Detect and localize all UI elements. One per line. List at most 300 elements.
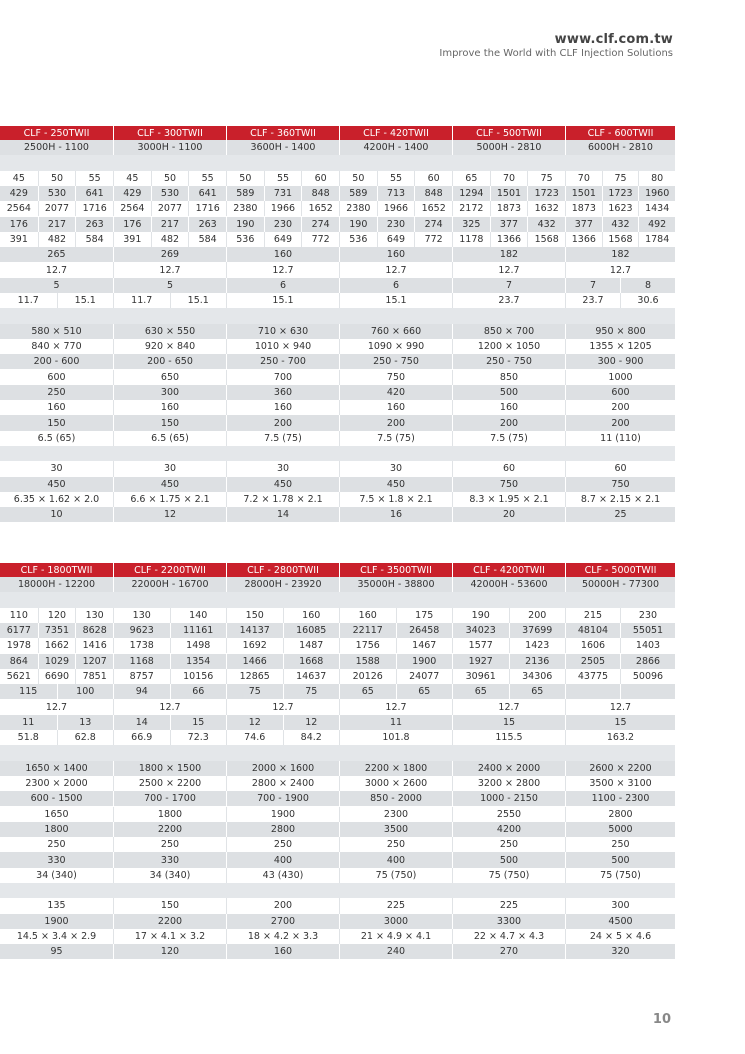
clamping-row-cell: 850 × 700 bbox=[452, 324, 565, 339]
clamping-row-cell: 600 bbox=[565, 385, 675, 400]
injection-row-cell: 24077 bbox=[396, 669, 453, 684]
clamping-row-cell: 200 - 650 bbox=[113, 354, 226, 369]
injection-row-cell: 1978 bbox=[6, 640, 31, 652]
sub-model-row bbox=[0, 577, 675, 592]
injection-row-cell: 7351 bbox=[38, 623, 76, 638]
injection-row-cell: 1662 bbox=[38, 638, 76, 653]
general-row-cell: 320 bbox=[565, 944, 675, 959]
injection-row-cell: 6 bbox=[339, 278, 452, 293]
injection-row-cell: 1966 bbox=[264, 201, 302, 216]
injection-row-cell: 649 bbox=[377, 232, 415, 247]
general-row-cell: 7.2 × 1.78 × 2.1 bbox=[226, 492, 339, 507]
clamping-row-cell: 500 bbox=[452, 852, 565, 867]
clamping-row-cell: 200 bbox=[565, 415, 675, 430]
injection-row bbox=[0, 638, 675, 653]
clamping-row-cell: 4200 bbox=[452, 822, 565, 837]
general-row bbox=[0, 929, 675, 944]
injection-row-cell: 12 bbox=[226, 715, 283, 730]
general-row-cell: 750 bbox=[565, 477, 675, 492]
injection-row-cell: 84.2 bbox=[283, 730, 340, 745]
injection-row-cell: 325 bbox=[452, 217, 490, 232]
section-band-clamping bbox=[0, 745, 675, 760]
general-row-cell: 17 × 4.1 × 3.2 bbox=[113, 929, 226, 944]
injection-row-cell: 536 bbox=[339, 232, 377, 247]
injection-row-cell: 12 bbox=[283, 715, 340, 730]
injection-row-cell: 1756 bbox=[339, 638, 396, 653]
injection-row-cell: 230 bbox=[264, 217, 302, 232]
general-row-cell: 60 bbox=[565, 461, 675, 476]
clamping-row-cell: 250 - 750 bbox=[339, 354, 452, 369]
injection-row-cell: 536 bbox=[226, 232, 264, 247]
clamping-row-cell: 360 bbox=[226, 385, 339, 400]
injection-row-cell: 182 bbox=[565, 247, 675, 262]
injection-row-cell: 1692 bbox=[226, 638, 283, 653]
injection-row-cell: 70 bbox=[565, 171, 602, 186]
injection-row-cell: 15 bbox=[565, 715, 675, 730]
general-row-cell: 150 bbox=[113, 898, 226, 913]
general-row-cell: 95 bbox=[50, 946, 63, 958]
clamping-row-cell: 3200 × 2800 bbox=[452, 776, 565, 791]
general-row-cell: 30 bbox=[226, 461, 339, 476]
injection-row-cell: 649 bbox=[264, 232, 302, 247]
injection-row-cell: 8757 bbox=[113, 669, 170, 684]
general-row-cell: 25 bbox=[565, 507, 675, 522]
injection-row-cell: 115 bbox=[19, 686, 38, 698]
injection-row bbox=[0, 278, 675, 293]
clamping-row-cell: 1800 bbox=[44, 823, 69, 835]
injection-row-cell: 50 bbox=[38, 171, 76, 186]
injection-row-cell: 1588 bbox=[339, 654, 396, 669]
model-header-row-cell: CLF - 300TWII bbox=[113, 126, 226, 140]
general-row-cell: 18 × 4.2 × 3.3 bbox=[226, 929, 339, 944]
injection-row-cell: 75 bbox=[602, 171, 639, 186]
clamping-row-cell: 75 (750) bbox=[452, 868, 565, 883]
general-row-cell: 8.3 × 1.95 × 2.1 bbox=[452, 492, 565, 507]
injection-row bbox=[0, 293, 675, 308]
section-band-general bbox=[0, 883, 675, 898]
clamping-row-cell: 1650 bbox=[44, 808, 69, 820]
general-row-cell: 750 bbox=[452, 477, 565, 492]
injection-row-cell: 50 bbox=[339, 171, 377, 186]
injection-row-cell: 55 bbox=[75, 171, 113, 186]
injection-row-cell: 1029 bbox=[38, 654, 76, 669]
clamping-row-cell: 1355 × 1205 bbox=[565, 339, 675, 354]
injection-row-cell: 26458 bbox=[396, 623, 453, 638]
clamping-row bbox=[0, 339, 675, 354]
general-row-cell: 7.5 × 1.8 × 2.1 bbox=[339, 492, 452, 507]
injection-row-cell: 15.1 bbox=[170, 293, 227, 308]
general-row-cell: 200 bbox=[226, 898, 339, 913]
injection-row-cell: 1207 bbox=[75, 654, 113, 669]
injection-row-cell: 66.9 bbox=[113, 730, 170, 745]
injection-row-cell: 190 bbox=[226, 217, 264, 232]
injection-row-cell: 2077 bbox=[151, 201, 189, 216]
clamping-row-cell: 7.5 (75) bbox=[339, 431, 452, 446]
injection-row-cell: 12.7 bbox=[226, 699, 339, 714]
model-header-row-cell: CLF - 3500TWII bbox=[339, 563, 452, 577]
injection-row bbox=[0, 715, 675, 730]
injection-row-cell: 65 bbox=[339, 684, 396, 699]
injection-row-cell: 269 bbox=[113, 247, 226, 262]
injection-row-cell: 12.7 bbox=[565, 262, 675, 277]
clamping-row-cell: 2800 × 2400 bbox=[226, 776, 339, 791]
injection-row-cell: 1873 bbox=[490, 201, 528, 216]
injection-row-cell: 2172 bbox=[452, 201, 490, 216]
injection-row-cell: 62.8 bbox=[57, 730, 114, 745]
injection-row-cell: 1168 bbox=[113, 654, 170, 669]
injection-row-cell: 12.7 bbox=[339, 262, 452, 277]
clamping-row bbox=[0, 868, 675, 883]
model-header-row-cell: CLF - 360TWII bbox=[226, 126, 339, 140]
injection-row-cell: 2564 bbox=[113, 201, 151, 216]
injection-row-cell: 530 bbox=[151, 186, 189, 201]
injection-row-cell: 11 bbox=[22, 716, 35, 728]
injection-row-cell: 482 bbox=[151, 232, 189, 247]
clamping-row bbox=[0, 431, 675, 446]
clamping-row-cell: 160 bbox=[226, 400, 339, 415]
clamping-row-cell: 200 - 600 bbox=[33, 356, 80, 368]
general-row-cell: 3000 bbox=[339, 914, 452, 929]
general-row-cell: 30 bbox=[339, 461, 452, 476]
model-header-row-cell: CLF - 250TWII bbox=[0, 126, 113, 140]
clamping-row-cell: 250 bbox=[47, 839, 66, 851]
clamping-row-cell: 250 bbox=[113, 837, 226, 852]
general-row-cell: 240 bbox=[339, 944, 452, 959]
clamping-row-cell: 150 bbox=[47, 417, 66, 429]
injection-row-cell: 50 bbox=[226, 171, 264, 186]
clamping-row-cell: 2200 × 1800 bbox=[339, 761, 452, 776]
clamping-row-cell: 330 bbox=[113, 852, 226, 867]
clamping-row-cell: 1000 bbox=[565, 370, 675, 385]
injection-row-cell: 94 bbox=[113, 684, 170, 699]
injection-row-cell: 30.6 bbox=[620, 293, 675, 308]
sub-model-row-cell: 50000H - 77300 bbox=[565, 577, 675, 592]
clamping-row-cell: 3500 bbox=[339, 822, 452, 837]
injection-row-cell: 80 bbox=[638, 171, 675, 186]
injection-row-cell: 11 bbox=[339, 715, 452, 730]
injection-row-cell: 12.7 bbox=[113, 699, 226, 714]
clamping-row-cell: 300 bbox=[113, 385, 226, 400]
injection-row-cell: 1577 bbox=[452, 638, 509, 653]
clamping-row-cell: 160 bbox=[339, 400, 452, 415]
injection-row-cell: 37699 bbox=[509, 623, 566, 638]
clamping-row bbox=[0, 807, 675, 822]
clamping-row-cell: 330 bbox=[47, 854, 66, 866]
injection-row-cell: 7 bbox=[565, 278, 620, 293]
injection-row-cell: 2380 bbox=[226, 201, 264, 216]
clamping-row-cell: 500 bbox=[565, 852, 675, 867]
clamping-row-cell: 250 - 750 bbox=[452, 354, 565, 369]
injection-row-cell: 13 bbox=[57, 715, 114, 730]
clamping-row-cell: 700 - 1700 bbox=[113, 791, 226, 806]
injection-row-cell: 432 bbox=[527, 217, 565, 232]
injection-row-cell: 7 bbox=[452, 278, 565, 293]
injection-row bbox=[0, 669, 675, 684]
sub-model-row-cell: 3000H - 1100 bbox=[113, 140, 226, 155]
injection-row-cell: 11.7 bbox=[113, 293, 170, 308]
clamping-row-cell: 580 × 510 bbox=[31, 325, 82, 337]
injection-row-cell: 55 bbox=[264, 171, 302, 186]
clamping-row-cell: 250 bbox=[565, 837, 675, 852]
injection-row-cell: 200 bbox=[509, 608, 566, 623]
injection-row-cell: 641 bbox=[75, 186, 113, 201]
injection-row-cell: 190 bbox=[452, 608, 509, 623]
injection-row-cell: 848 bbox=[414, 186, 452, 201]
injection-row-cell: 641 bbox=[188, 186, 226, 201]
general-row-cell: 450 bbox=[339, 477, 452, 492]
clamping-row-cell: 600 - 1500 bbox=[30, 793, 83, 805]
injection-row-cell: 60 bbox=[301, 171, 339, 186]
general-row bbox=[0, 461, 675, 476]
injection-row-cell: 160 bbox=[283, 608, 340, 623]
injection-row-cell: 55 bbox=[377, 171, 415, 186]
clamping-row-cell: 75 (750) bbox=[565, 868, 675, 883]
clamping-row bbox=[0, 761, 675, 776]
page-header bbox=[439, 32, 673, 59]
general-row-cell: 135 bbox=[47, 900, 66, 912]
injection-row-cell: 230 bbox=[377, 217, 415, 232]
injection-row-cell: 217 bbox=[151, 217, 189, 232]
clamping-row-cell: 650 bbox=[113, 370, 226, 385]
injection-row-cell: 1966 bbox=[377, 201, 415, 216]
injection-row-cell: 55 bbox=[188, 171, 226, 186]
general-row-cell: 16 bbox=[339, 507, 452, 522]
injection-row-cell: 120 bbox=[38, 608, 76, 623]
injection-row-cell: 6690 bbox=[38, 669, 76, 684]
clamping-row-cell: 300 - 900 bbox=[565, 354, 675, 369]
model-header-row-cell: CLF - 2200TWII bbox=[113, 563, 226, 577]
injection-row-cell bbox=[565, 684, 620, 699]
injection-row bbox=[0, 608, 675, 623]
sub-model-row-cell: 2500H - 1100 bbox=[24, 142, 89, 154]
injection-row-cell: 772 bbox=[414, 232, 452, 247]
clamping-row-cell: 710 × 630 bbox=[226, 324, 339, 339]
general-row-cell: 14 bbox=[226, 507, 339, 522]
injection-row-cell: 1716 bbox=[75, 201, 113, 216]
clamping-row-cell: 250 bbox=[226, 837, 339, 852]
clamping-row-cell: 920 × 840 bbox=[113, 339, 226, 354]
injection-row-cell: 584 bbox=[75, 232, 113, 247]
injection-row-cell: 377 bbox=[565, 217, 602, 232]
clamping-row-cell: 700 bbox=[226, 370, 339, 385]
injection-row-cell: 263 bbox=[75, 217, 113, 232]
injection-row-cell: 65 bbox=[452, 684, 509, 699]
injection-row-cell: 1723 bbox=[527, 186, 565, 201]
injection-row-cell: 1416 bbox=[75, 638, 113, 653]
injection-row-cell: 66 bbox=[170, 684, 227, 699]
injection-row-cell: 11161 bbox=[170, 623, 227, 638]
clamping-row-cell: 2550 bbox=[452, 807, 565, 822]
injection-row-cell: 163.2 bbox=[565, 730, 675, 745]
injection-row-cell: 217 bbox=[38, 217, 76, 232]
clamping-row bbox=[0, 354, 675, 369]
injection-row-cell: 14637 bbox=[283, 669, 340, 684]
injection-row-cell: 1568 bbox=[527, 232, 565, 247]
injection-row-cell: 65 bbox=[452, 171, 490, 186]
injection-row-cell: 848 bbox=[301, 186, 339, 201]
clamping-row bbox=[0, 370, 675, 385]
injection-row bbox=[0, 217, 675, 232]
injection-row-cell: 1366 bbox=[565, 232, 602, 247]
clamping-row bbox=[0, 415, 675, 430]
clamping-row bbox=[0, 791, 675, 806]
sub-model-row-cell: 3600H - 1400 bbox=[226, 140, 339, 155]
injection-row bbox=[0, 623, 675, 638]
injection-row-cell: 150 bbox=[226, 608, 283, 623]
injection-row bbox=[0, 232, 675, 247]
injection-row-cell: 432 bbox=[602, 217, 639, 232]
injection-row-cell: 2866 bbox=[620, 654, 675, 669]
clamping-row-cell: 760 × 660 bbox=[339, 324, 452, 339]
section-band-injection bbox=[0, 592, 675, 607]
clamping-row-cell: 34 (340) bbox=[36, 869, 77, 881]
injection-row-cell: 12.7 bbox=[565, 699, 675, 714]
injection-row-cell: 530 bbox=[38, 186, 76, 201]
general-row bbox=[0, 898, 675, 913]
injection-row-cell: 100 bbox=[57, 684, 114, 699]
injection-row-cell: 190 bbox=[339, 217, 377, 232]
injection-row-cell: 60 bbox=[414, 171, 452, 186]
clamping-row-cell: 500 bbox=[452, 385, 565, 400]
clamping-row-cell: 75 (750) bbox=[339, 868, 452, 883]
injection-row bbox=[0, 262, 675, 277]
injection-row-cell: 265 bbox=[47, 249, 66, 261]
injection-row-cell: 160 bbox=[226, 247, 339, 262]
clamping-row-cell: 150 bbox=[113, 415, 226, 430]
general-row-cell: 22 × 4.7 × 4.3 bbox=[452, 929, 565, 944]
clamping-row-cell: 840 × 770 bbox=[31, 341, 82, 353]
clamping-row-cell: 1800 bbox=[113, 807, 226, 822]
injection-row-cell: 9623 bbox=[113, 623, 170, 638]
clamping-row-cell: 2500 × 2200 bbox=[113, 776, 226, 791]
clamping-row-cell: 2200 bbox=[113, 822, 226, 837]
injection-row-cell: 15.1 bbox=[226, 293, 339, 308]
clamping-row-cell: 250 bbox=[452, 837, 565, 852]
injection-row-cell: 1606 bbox=[565, 638, 620, 653]
injection-row-cell: 274 bbox=[414, 217, 452, 232]
clamping-row-cell: 200 bbox=[339, 415, 452, 430]
clamping-row-cell: 1090 × 990 bbox=[339, 339, 452, 354]
injection-row-cell: 55051 bbox=[620, 623, 675, 638]
general-row bbox=[0, 492, 675, 507]
injection-row-cell: 30961 bbox=[452, 669, 509, 684]
injection-row-cell: 23.7 bbox=[452, 293, 565, 308]
injection-row-cell: 5 bbox=[53, 279, 60, 291]
injection-row-cell: 1501 bbox=[565, 186, 602, 201]
injection-row-cell: 12.7 bbox=[45, 264, 68, 276]
injection-row-cell: 14137 bbox=[226, 623, 283, 638]
injection-row-cell: 50 bbox=[151, 171, 189, 186]
injection-row-cell: 589 bbox=[226, 186, 264, 201]
injection-row-cell: 34306 bbox=[509, 669, 566, 684]
injection-row-cell: 8 bbox=[620, 278, 675, 293]
injection-row-cell: 6 bbox=[226, 278, 339, 293]
clamping-row bbox=[0, 822, 675, 837]
injection-row-cell: 45 bbox=[12, 172, 25, 184]
injection-row-cell: 864 bbox=[9, 655, 28, 667]
general-row-cell: 120 bbox=[113, 944, 226, 959]
injection-row-cell: 377 bbox=[490, 217, 528, 232]
general-row-cell: 450 bbox=[113, 477, 226, 492]
clamping-row-cell: 250 - 700 bbox=[226, 354, 339, 369]
clamping-row-cell: 420 bbox=[339, 385, 452, 400]
clamping-row-cell: 750 bbox=[339, 370, 452, 385]
sub-model-row-cell: 42000H - 53600 bbox=[452, 577, 565, 592]
clamping-row-cell: 1650 × 1400 bbox=[25, 762, 88, 774]
model-header-row-cell: CLF - 500TWII bbox=[452, 126, 565, 140]
clamping-row bbox=[0, 400, 675, 415]
injection-row bbox=[0, 699, 675, 714]
section-band-injection bbox=[0, 155, 675, 170]
model-header-row bbox=[0, 563, 675, 577]
injection-row-cell: 12.7 bbox=[45, 701, 68, 713]
injection-row-cell: 182 bbox=[452, 247, 565, 262]
clamping-row-cell: 3000 × 2600 bbox=[339, 776, 452, 791]
injection-row-cell: 1366 bbox=[490, 232, 528, 247]
model-header-row-cell: CLF - 5000TWII bbox=[565, 563, 675, 577]
injection-row-cell: 2564 bbox=[6, 203, 31, 215]
general-row bbox=[0, 477, 675, 492]
clamping-row-cell: 6.5 (65) bbox=[37, 432, 76, 444]
injection-row-cell: 22117 bbox=[339, 623, 396, 638]
injection-row-cell: 75 bbox=[283, 684, 340, 699]
injection-row-cell: 391 bbox=[113, 232, 151, 247]
injection-row-cell: 1623 bbox=[602, 201, 639, 216]
injection-row-cell: 2380 bbox=[339, 201, 377, 216]
injection-row-cell: 160 bbox=[339, 247, 452, 262]
injection-row-cell: 1716 bbox=[188, 201, 226, 216]
injection-row-cell: 15 bbox=[452, 715, 565, 730]
section-band-general bbox=[0, 446, 675, 461]
clamping-row-cell: 43 (430) bbox=[226, 868, 339, 883]
injection-row-cell: 1423 bbox=[509, 638, 566, 653]
clamping-row-cell: 2800 bbox=[565, 807, 675, 822]
injection-row-cell: 175 bbox=[396, 608, 453, 623]
injection-row-cell: 160 bbox=[339, 608, 396, 623]
general-row-cell: 6.35 × 1.62 × 2.0 bbox=[13, 494, 100, 506]
injection-row-cell: 130 bbox=[75, 608, 113, 623]
sub-model-row bbox=[0, 140, 675, 155]
injection-row-cell: 1498 bbox=[170, 638, 227, 653]
clamping-row-cell: 2600 × 2200 bbox=[565, 761, 675, 776]
clamping-row-cell: 6.5 (65) bbox=[113, 431, 226, 446]
general-row-cell: 160 bbox=[226, 944, 339, 959]
clamping-row-cell: 250 bbox=[339, 837, 452, 852]
injection-row-cell: 1354 bbox=[170, 654, 227, 669]
injection-row-cell: 12.7 bbox=[339, 699, 452, 714]
general-row-cell: 6.6 × 1.75 × 2.1 bbox=[113, 492, 226, 507]
general-row-cell: 30 bbox=[50, 463, 63, 475]
clamping-row-cell: 34 (340) bbox=[113, 868, 226, 883]
clamping-row-cell: 11 (110) bbox=[565, 431, 675, 446]
injection-row-cell: 1927 bbox=[452, 654, 509, 669]
general-row-cell: 270 bbox=[452, 944, 565, 959]
general-row-cell: 14.5 × 3.4 × 2.9 bbox=[16, 931, 97, 943]
clamping-row-cell: 400 bbox=[339, 852, 452, 867]
injection-row-cell: 1568 bbox=[602, 232, 639, 247]
injection-row-cell: 492 bbox=[638, 217, 675, 232]
clamping-row-cell: 160 bbox=[47, 402, 66, 414]
clamping-row-cell: 160 bbox=[452, 400, 565, 415]
injection-row bbox=[0, 654, 675, 669]
clamping-row-cell: 1100 - 2300 bbox=[565, 791, 675, 806]
website-url: www.clf.com.tw bbox=[554, 32, 673, 47]
general-row-cell: 2700 bbox=[226, 914, 339, 929]
clamping-row-cell: 3500 × 3100 bbox=[565, 776, 675, 791]
clamping-row bbox=[0, 776, 675, 791]
injection-row-cell: 8628 bbox=[75, 623, 113, 638]
injection-row-cell: 110 bbox=[9, 609, 28, 621]
